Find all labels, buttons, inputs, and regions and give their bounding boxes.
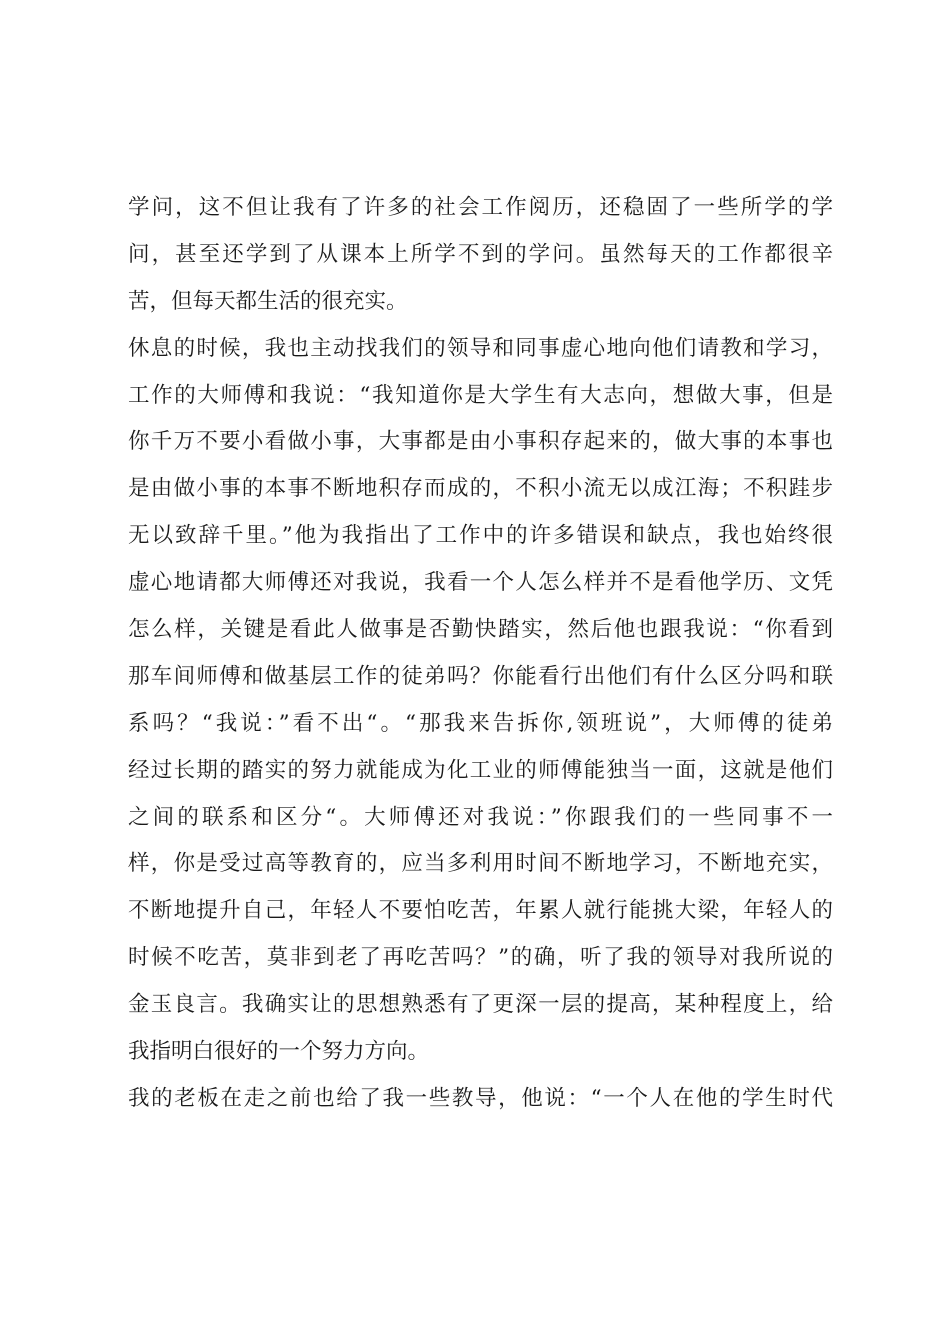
text-line: 学问，这不但让我有了许多的社会工作阅历，还稳固了一些所学的学 bbox=[128, 195, 833, 220]
text-line: 工作的大师傅和我说：“我知道你是大学生有大志向，想做大事，但是 bbox=[128, 382, 833, 408]
text-line: 经过长期的踏实的努力就能成为化工业的师傅能独当一面，这就是他们 bbox=[128, 757, 833, 783]
text-line: 不断地提升自己，年轻人不要怕吃苦，年累人就行能挑大梁，年轻人的 bbox=[128, 898, 833, 924]
text-line: 休息的时候，我也主动找我们的领导和同事虚心地向他们请教和学习， bbox=[128, 335, 833, 361]
text-line: 系吗？“我说：”看不出“。“那我来告拆你,领班说”，大师傅的徒弟 bbox=[128, 710, 833, 736]
text-line: 苦，但每天都生活的很充实。 bbox=[128, 288, 408, 314]
text-line: 金玉良言。我确实让的思想熟悉有了更深一层的提高，某种程度上，给 bbox=[128, 992, 833, 1018]
body-text bbox=[128, 185, 833, 1123]
text-line: 无以致辞千里。”他为我指出了工作中的许多错误和缺点，我也始终很 bbox=[128, 523, 833, 549]
text-line: 那车间师傅和做基层工作的徒弟吗？你能看行出他们有什么区分吗和联 bbox=[128, 663, 833, 689]
text-line: 你千万不要小看做小事，大事都是由小事积存起来的，做大事的本事也 bbox=[128, 429, 833, 455]
text-line: 虚心地请都大师傅还对我说，我看一个人怎么样并不是看他学历、文凭 bbox=[128, 570, 833, 596]
text-line: 我指明白很好的一个努力方向。 bbox=[128, 1039, 430, 1065]
text-line: 怎么样，关键是看此人做事是否勤快踏实，然后他也跟我说：“你看到 bbox=[128, 617, 833, 643]
text-line: 样，你是受过高等教育的，应当多利用时间不断地学习，不断地充实， bbox=[128, 851, 833, 877]
text-line: 问，甚至还学到了从课本上所学不到的学问。虽然每天的工作都很辛 bbox=[128, 241, 833, 267]
text-line: 之间的联系和区分“。大师傅还对我说：”你跟我们的一些同事不一 bbox=[128, 804, 833, 830]
text-line: 是由做小事的本事不断地积存而成的，不积小流无以成江海；不积跬步 bbox=[128, 476, 833, 502]
text-line: 时候不吃苦，莫非到老了再吃苦吗？”的确，听了我的领导对我所说的 bbox=[128, 945, 833, 971]
text-line: 我的老板在走之前也给了我一些教导，他说：“一个人在他的学生时代 bbox=[128, 1085, 833, 1111]
